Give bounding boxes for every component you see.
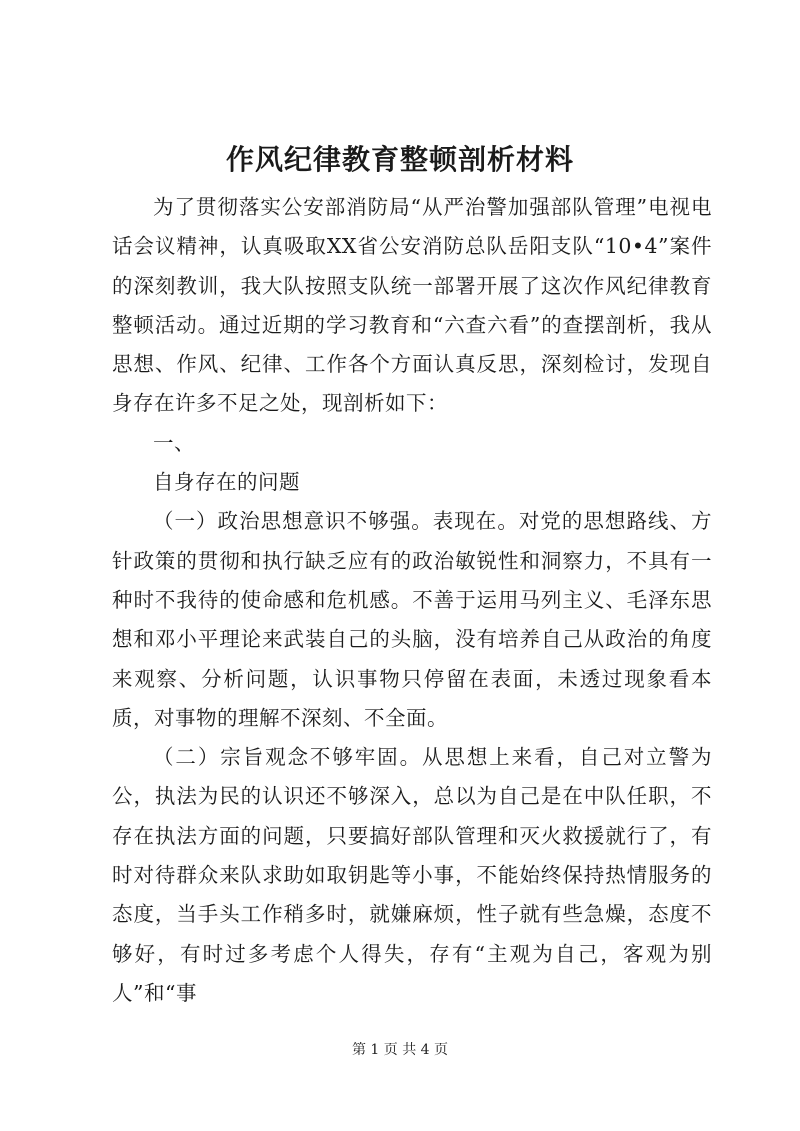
intro-paragraph: 为了贯彻落实公安部消防局“从严治警加强部队管理”电视电话会议精神，认真吸取XX省公安消防总队岳阳支队“10•4”案件的深刻教训，我大队按照支队统一部署开展了这次作风纪律教育整顿活动。通过近期的学习教育和“六查六看”的查摆剖析，我从思想、作风、纪律、工作各个方面认真反思，深刻检讨，发现自身存在许多不足之处，现剖析如下：	[112, 195, 712, 416]
page-footer: 第 1 页 共 4 页	[351, 1042, 449, 1058]
document-body	[112, 188, 712, 1013]
section-heading: 自身存在的问题	[153, 470, 300, 495]
subsection-paragraph-2: （二）宗旨观念不够牢固。从思想上来看，自己对立警为公，执法为民的认识还不够深入，总以为自己是在中队任职，不存在执法方面的问题，只要搞好部队管理和灭火救援就行了，有时对待群众来队求助如取钥匙等小事，不能始终保持热情服务的态度，当手头工作稍多时，就嫌麻烦，性子就有些急燥，态度不够好，有时过多考虑个人得失，存有“主观为自己，客观为别人”和“事	[112, 745, 712, 1005]
document-title: 作风纪律教育整顿剖析材料	[225, 143, 574, 176]
subsection-paragraph-1: （一）政治思想意识不够强。表现在。对党的思想路线、方针政策的贯彻和执行缺乏应有的政治敏锐性和洞察力，不具有一种时不我待的使命感和危机感。不善于运用马列主义、毛泽东思想和邓小平理论来武装自己的头脑，没有培养自己从政治的角度来观察、分析问题，认识事物只停留在表面，未透过现象看本质，对事物的理解不深刻、不全面。	[112, 509, 712, 730]
section-number: 一、	[153, 430, 195, 455]
